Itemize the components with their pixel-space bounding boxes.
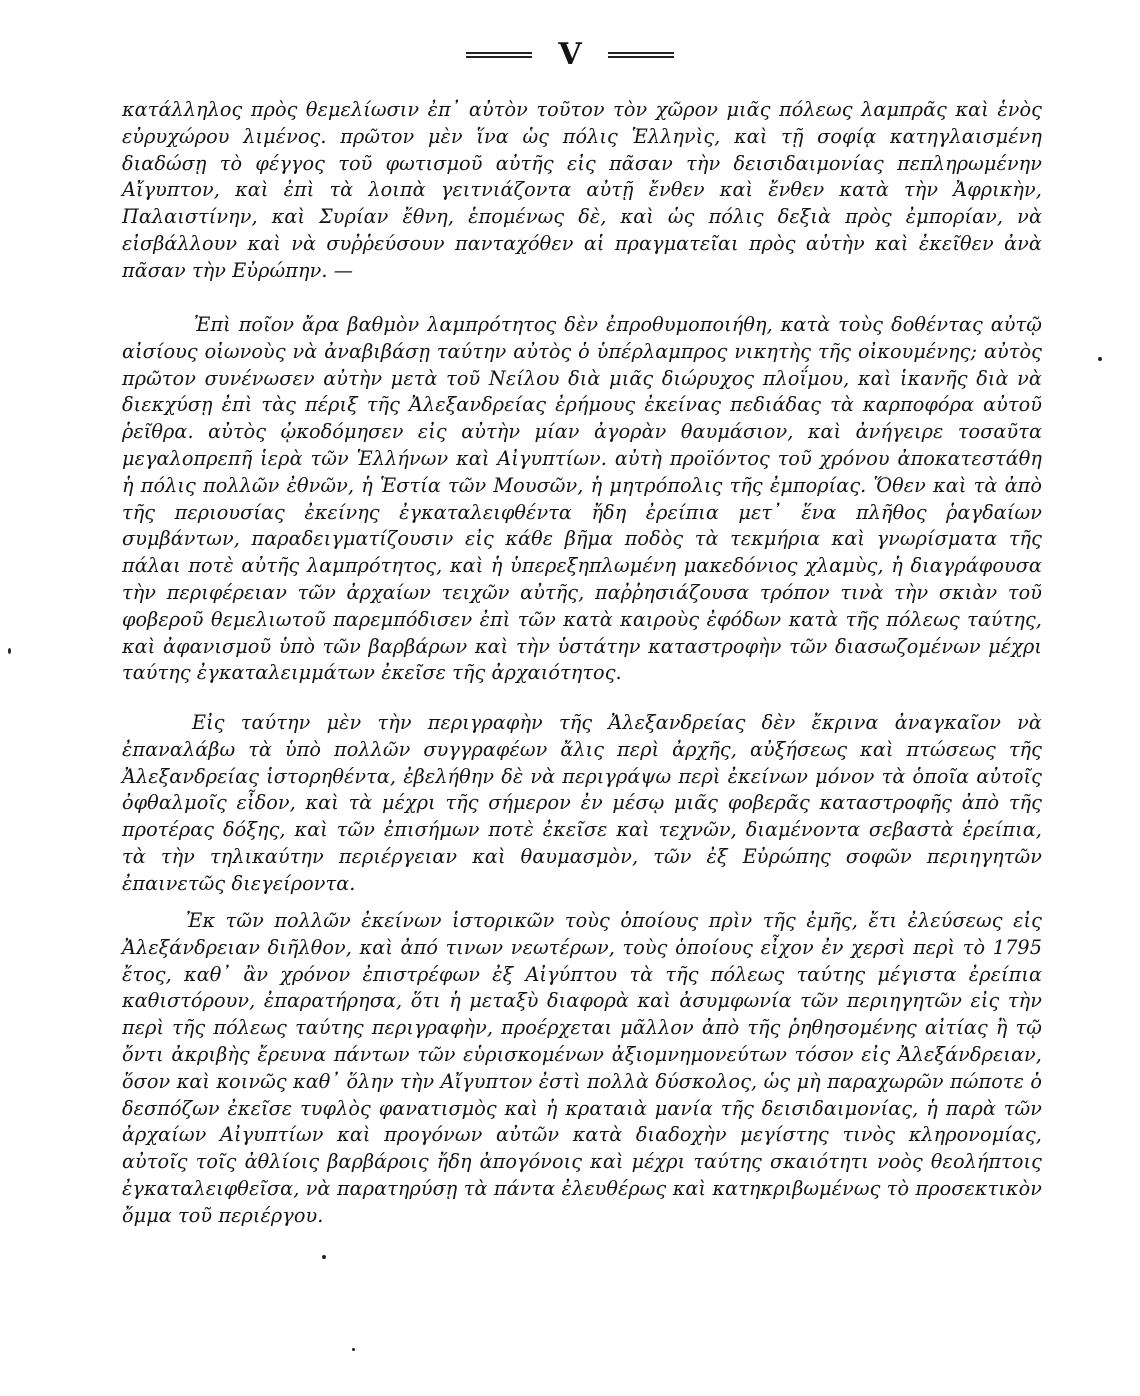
page-number: V [558,37,582,72]
paragraph-3: Εἰς ταύτην μὲν τὴν περιγραφὴν τῆς Ἀλεξανδρείας δὲν ἔκρινα ἀναγκαῖον νὰ ἐπαναλάβω τὰ ὑπὸ πολλῶν συγγραφέων ἄλις περὶ ἀρχῆς, αὐξήσεως καὶ πτώσεως τῆς Ἀλεξανδρείας ἱστορηθέντα, ἐβελήθην δὲ νὰ περιγράψω περὶ ἐκείνων μόνον τὰ ὁποῖα αὐτοῖς ὀφθαλμοῖς εἶδον, καὶ τὰ μέχρι τῆς σήμερον ἐν μέσῳ μιᾶς φοβερᾶς καταστροφῆς ἀπὸ τῆς προτέρας δόξης, καὶ τῶν ἐπισήμων ποτὲ ἐκεῖσε καὶ τεχνῶν, διαμένοντα σεβαστὰ ἐρείπια, τὰ τὴν τηλικαύτην περιέργειαν καὶ θαυμασμὸν, τῶν ἐξ Εὐρώπης σοφῶν περιηγητῶν ἐπαινετῶς διεγείροντα. [122,711,1042,895]
paragraph-2: Ἐπὶ ποῖον ἄρα βαθμὸν λαμπρότητος δὲν ἐπροθυμοποιήθη, κατὰ τοὺς δοθέντας αὐτῷ αἰσίους οἰωνοὺς νὰ ἀναβιβάσῃ ταύτην αὐτὸς ὁ ὑπέρλαμπρος νικητὴς τῆς οἰκουμένης; αὐτὸς πρῶτον συνένωσεν αὐτὴν μετὰ τοῦ Νείλου διὰ μιᾶς διώρυχος πλοΐμου, καὶ ἱκανῆς διὰ νὰ διεκχύσῃ ἐπὶ τὰς πέριξ τῆς Ἀλεξανδρείας ἐρήμους ἐκείνας πεδιάδας τὰ καρποφόρα αὐτοῦ ῥεῖθρα. αὐτὸς ᾠκοδόμησεν εἰς αὐτὴν μίαν ἀγορὰν θαυμάσιον, καὶ ἀνήγειρε τοσαῦτα μεγαλοπρεπῆ ἱερὰ τῶν Ἑλλήνων καὶ Αἰγυπτίων. αὐτὴ προϊόντος τοῦ χρόνου ἀποκατεστάθη ἡ πόλις πολλῶν ἐθνῶν, ἡ Ἑστία τῶν Μουσῶν, ἡ μητρόπολις τῆς ἐμπορίας. Ὅθεν καὶ τὰ ἀπὸ τῆς περιουσίας ἐκείνης ἐγκαταλειφθέντα ἤδη ἐρείπια μετ᾽ ἕνα πλῆθος ῥαγδαίων συμβάντων, παραδειγματίζουσιν εἰς κάθε βῆμα ποδὸς τὰ τεκμήρια καὶ γνωρίσματα τῆς πάλαι ποτὲ αὐτῆς λαμπρότητος, καὶ ἡ ὑπερεξηπλωμένη μακεδόνιος χλαμὺς, ἡ διαγράφουσα τὴν περιφέρειαν τῶν ἀρχαίων τειχῶν αὐτῆς, παῤῥησιάζουσα τρόπον τινὰ τὴν σκιὰν τοῦ φοβεροῦ θεμελιωτοῦ παρεμπόδισεν ἐπὶ τῶν κατὰ καιροὺς ἐφόδων κατὰ τῆς πόλεως ταύτης, καὶ ἀφανισμοῦ ὑπὸ τῶν βαρβάρων καὶ τὴν ὑστάτην καταστροφὴν τῶν διασωζομένων μέχρι ταύτης ἐγκαταλειμμάτων ἐκεῖσε τῆς ἀρχαιότητος. [122,313,1042,685]
paragraph-4: Ἐκ τῶν πολλῶν ἐκείνων ἱστορικῶν τοὺς ὁποίους πρὶν τῆς ἐμῆς, ἔτι ἐλεύσεως εἰς Ἀλεξάνδρειαν διῆλθον, καὶ ἀπό τινων νεωτέρων, τοὺς ὁποίους εἶχον ἐν χερσὶ περὶ τὸ 1795 ἔτος, καθ᾽ ἂν χρόνον ἐπιστρέφων ἐξ Αἰγύπτου τὰ τῆς πόλεως ταύτης μέγιστα ἐρείπια καθιστόρουν, ἐπαρατήρησα, ὅτι ἡ μεταξὺ διαφορὰ καὶ ἀσυμφωνία τῶν περιηγητῶν εἰς τὴν περὶ τῆς πόλεως ταύτης περιγραφὴν, προέρχεται μᾶλλον ἀπὸ τῆς ῥηθησομένης αἰτίας ἢ τῷ ὄντι ἀκριβὴς ἔρευνα πάντων τῶν εὑρισκομένων ἀξιομνημονεύτων τόσον εἰς Ἀλεξάνδρειαν, ὅσον καὶ κοινῶς καθ᾽ ὅλην τὴν Αἴγυπτον ἐστὶ πολλὰ δύσκολος, ὡς μὴ παραχωρῶν πώποτε ὁ δεσπόζων ἐκεῖσε τυφλὸς φανατισμὸς καὶ ἡ κραταιὰ μανία τῆς δεισιδαιμονίας, ἡ παρὰ τῶν ἀρχαίων Αἰγυπτίων καὶ προγόνων αὐτῶν κατὰ διαδοχὴν μεγίστης τινὸς κληρονομίας, αὐτοῖς τοῖς ἀθλίοις βαρβάροις ἤδη ἀπογόνοις καὶ μέχρι ταύτης σκαιότητι νοὸς θεολήπτοις ἐγκαταλειφθεῖσα, νὰ παρατηρύσῃ τὰ πάντα ἐλευθέρως καὶ κατηκριβωμένως τὸ προσεκτικὸν ὄμμα τοῦ περιέργου. [122,909,1042,1227]
header-rule-left [466,52,532,58]
scan-speck [352,1348,355,1351]
page-header [0,37,1140,72]
scan-speck [1098,357,1102,361]
paragraph-1: κατάλληλος πρὸς θεμελίωσιν ἐπ᾽ αὐτὸν τοῦτον τὸν χῶρον μιᾶς πόλεως λαμπρᾶς καὶ ἑνὸς εὐρυχώρου λιμένος. πρῶτον μὲν ἵνα ὡς πόλις Ἑλληνὶς, καὶ τῇ σοφίᾳ κατηγλαισμένη διαδώσῃ τὸ φέγγος τοῦ φωτισμοῦ αὐτῆς εἰς πᾶσαν τὴν δεισιδαιμονίας πεπληρωμένην Αἴγυπτον, καὶ ἐπὶ τὰ λοιπὰ γειτνιάζοντα αὐτῇ ἔνθεν καὶ ἔνθεν κατὰ τὴν Ἀφρικὴν, Παλαιστίνην, καὶ Συρίαν ἔθνη, ἑπομένως δὲ, καὶ ὡς πόλις δεξιὰ πρὸς ἐμπορίαν, νὰ εἰσβάλλουν καὶ νὰ συῤῥεύσουν πανταχόθεν αἱ πραγματεῖαι πρὸς αὐτὴν καὶ ἐκεῖθεν ἀνὰ πᾶσαν τὴν Εὐρώπην. — [122,98,1042,282]
header-rule-right [608,52,674,58]
scan-speck [8,648,11,654]
scan-speck [322,1255,326,1259]
